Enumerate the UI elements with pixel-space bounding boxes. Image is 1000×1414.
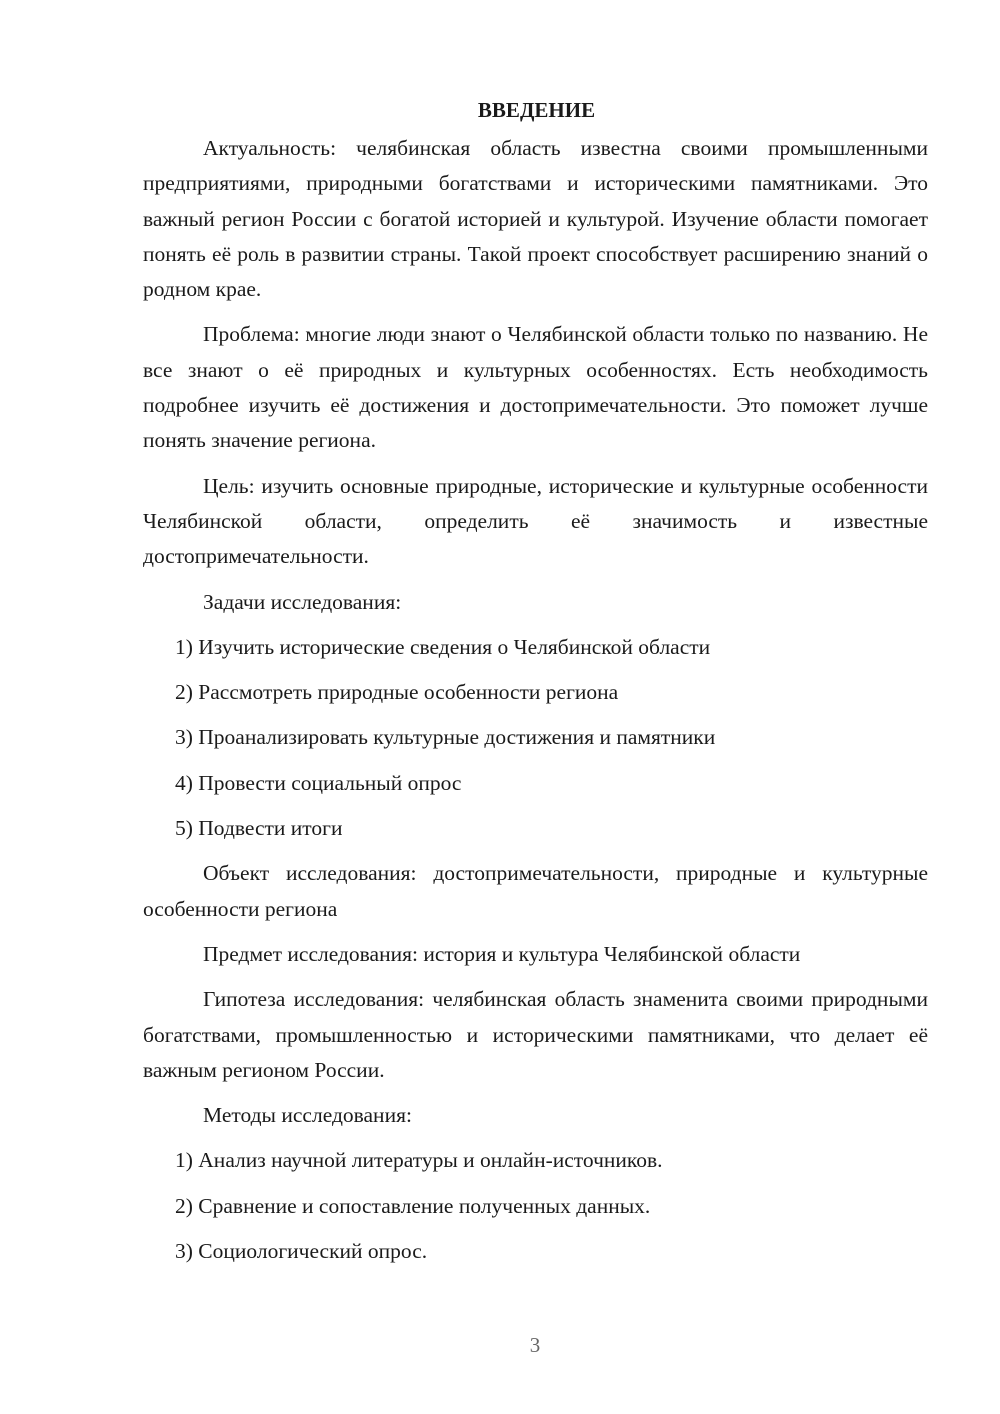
relevance-paragraph: Актуальность: челябинская область известна своими промышленными предприятиями, природными богатствами и историческими памятниками. Это важный регион России с богатой историей и культурой. Изучение области помогает понять её роль в развитии страны. Такой проект способствует расширению знаний о родном крае. — [143, 136, 928, 302]
subject-paragraph: Предмет исследования: история и культура Челябинской области — [203, 941, 801, 966]
problem-paragraph: Проблема: многие люди знают о Челябинской области только по названию. Не все знают о её природных и культурных особенностях. Есть необходимость подробнее изучить её достижения и достопримечательности. Это поможет лучше понять значение региона. — [143, 322, 928, 453]
list-item: 2) Сравнение и сопоставление полученных данных. — [175, 1193, 651, 1218]
list-item: 5) Подвести итоги — [175, 816, 343, 841]
page-number: 3 — [529, 1333, 541, 1357]
tasks-heading: Задачи исследования: — [203, 589, 402, 614]
list-item: 3) Социологический опрос. — [175, 1239, 428, 1264]
goal-paragraph: Цель: изучить основные природные, исторические и культурные особенности Челябинской области, определить её значимость и известные достопримечательности. — [143, 473, 928, 569]
hypothesis-paragraph: Гипотеза исследования: челябинская область знаменита своими природными богатствами, промышленностью и историческими памятниками, что делает её важным регионом России. — [143, 987, 928, 1082]
methods-list — [143, 1143, 928, 1269]
list-item: 1) Изучить исторические сведения о Челябинской области — [175, 634, 711, 659]
methods-heading: Методы исследования: — [203, 1103, 412, 1128]
list-item: 1) Анализ научной литературы и онлайн-источников. — [175, 1148, 663, 1173]
list-item: 4) Провести социальный опрос — [175, 770, 462, 795]
list-item: 2) Рассмотреть природные особенности региона — [175, 680, 619, 705]
page-title: ВВЕДЕНИЕ — [477, 98, 596, 122]
object-paragraph: Объект исследования: достопримечательности, природные и культурные особенности региона — [143, 861, 928, 921]
tasks-list — [143, 630, 928, 846]
list-item: 3) Проанализировать культурные достижения и памятники — [175, 725, 716, 750]
document-page — [143, 93, 928, 1269]
